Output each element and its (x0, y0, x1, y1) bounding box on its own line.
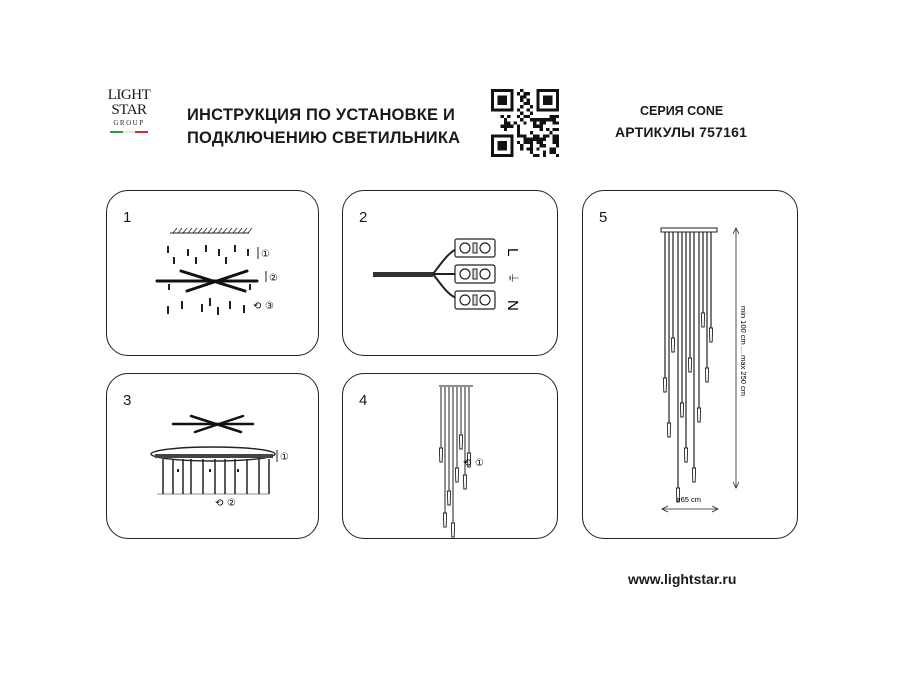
series-label: СЕРИЯ CONE (640, 104, 724, 118)
logo-line-1: LIGHT (107, 87, 151, 103)
step-number: 4 (359, 392, 368, 409)
rotate-icon: ⟲ (253, 301, 262, 312)
step-4-panel (342, 373, 558, 539)
callout-2: ② (227, 498, 236, 509)
callout-2: ② (269, 273, 278, 284)
page-title (187, 104, 460, 150)
step-2-panel (342, 190, 558, 356)
diameter-label: ø65 cm (676, 495, 702, 504)
italian-flag-icon (110, 131, 148, 133)
step-5-diagram (583, 191, 797, 538)
height-label: min 100 cm ... max 250 cm (739, 306, 748, 397)
rotate-icon: ⟲ (215, 498, 224, 509)
article-label: АРТИКУЛЫ 757161 (615, 124, 748, 140)
callout-1: ① (280, 452, 289, 463)
step-5-panel (582, 190, 798, 539)
title-line-1: ИНСТРУКЦИЯ ПО УСТАНОВКЕ И (187, 106, 456, 124)
step-3-diagram (107, 374, 318, 538)
step-4-diagram (343, 374, 557, 538)
callout-1: ① (261, 249, 270, 260)
step-number: 5 (599, 209, 608, 226)
title-line-2: ПОДКЛЮЧЕНИЮ СВЕТИЛЬНИКА (187, 129, 461, 147)
qr-code-icon[interactable] (491, 89, 559, 157)
step-number: 1 (123, 209, 132, 226)
terminal-ground: ⏚ (506, 272, 520, 285)
terminal-L: L (504, 248, 521, 257)
step-1-panel (106, 190, 319, 356)
callout-3: ③ (265, 301, 274, 312)
step-1-diagram (107, 191, 318, 355)
logo-line-3: GROUP (113, 119, 145, 127)
website-link[interactable]: www.lightstar.ru (628, 571, 737, 587)
step-2-diagram (343, 191, 557, 355)
step-number: 2 (359, 209, 368, 226)
rotate-icon: ⟲ (463, 458, 472, 469)
brand-logo (106, 88, 152, 133)
terminal-N: N (504, 300, 521, 311)
callout-1: ① (475, 458, 484, 469)
step-number: 3 (123, 392, 132, 409)
step-3-panel (106, 373, 319, 539)
logo-line-2: STAR (111, 102, 147, 118)
